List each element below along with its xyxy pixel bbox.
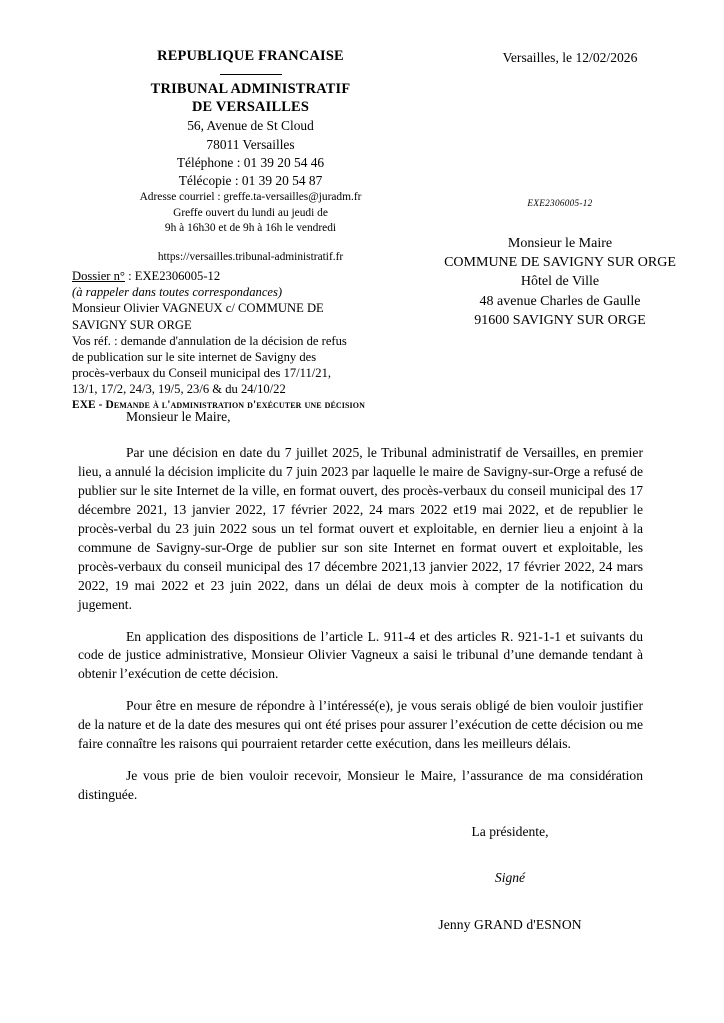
body-paragraph-4: Je vous prie de bien vouloir recevoir, Monsieur le Maire, l’assurance de ma considération distinguée. [78, 768, 643, 803]
body-paragraph-2: En application des dispositions de l’article L. 911-4 et des articles R. 921-1-1 et suivants du code de justice administrative, Monsieur Olivier Vagneux a saisi le tribunal d’une demande tendant à obtenir l’exécution de cette décision. [78, 628, 643, 682]
body-paragraph-1: Par une décision en date du 7 juillet 2025, le Tribunal administratif de Versailles, en premier lieu, a annulé la décision implicite du 7 juin 2023 par laquelle le maire de Savigny-sur-Orge a refusé de publier sur le site Internet de la ville, en format ouvert, des procès-verbaux du conseil municipal des 17 décembre 2021, 13 janvier 2022, 17 février 2022, 24 mars 2022 et19 mai 2022, et de republier le procès-verbal du 23 juin 2022 sous un tel format ouvert et exploitable, en dernier lieu a enjoint à la commune de Savigny-sur-Orge de publier sur son site Internet en format ouvert et exploitable, les procès-verbaux du conseil municipal des 17 décembre 2021,13 janvier 2022, 17 février 2022, 24 mars 2022, 19 mai 2022 et 23 juin 2022, dans un délai de deux mois à compter de la notification du jugement. [78, 444, 643, 612]
tribunal-name-line1: TRIBUNAL ADMINISTRATIF [150, 81, 351, 98]
dossier-number: : EXE2306005-12 [124, 269, 221, 283]
recipient-city: 91600 SAVIGNY SUR ORGE [474, 312, 646, 328]
recipient-title: Monsieur le Maire [507, 235, 613, 251]
letterhead-block [78, 47, 423, 265]
subject-prefix: EXE - [72, 399, 106, 412]
office-hours-line1: Greffe ouvert du lundi au jeudi de [173, 206, 328, 219]
recipient-street: 48 avenue Charles de Gaulle [479, 293, 641, 309]
republique-title: REPUBLIQUE FRANCAISE [157, 48, 344, 64]
tribunal-city: 78011 Versailles [206, 137, 295, 153]
dossier-number-line [72, 268, 472, 284]
subject-text: Demande à l'administration d'exécuter une décision [105, 399, 365, 412]
recipient-organization: COMMUNE DE SAVIGNY SUR ORGE [444, 255, 676, 270]
signatory-name: Jenny GRAND d'ESNON [438, 917, 582, 933]
tribunal-fax: Télécopie : 01 39 20 54 87 [178, 173, 323, 189]
tribunal-street: 56, Avenue de St Cloud [187, 118, 314, 134]
dossier-label: Dossier n° [72, 269, 125, 283]
dossier-refs-line2: de publication sur le site internet de Savigny des [72, 349, 317, 364]
recipient-building: Hôtel de Ville [520, 274, 600, 290]
case-reference-code: EXE2306005-12 [527, 198, 593, 208]
dossier-refs-line4: 13/1, 17/2, 24/3, 19/5, 23/6 & du 24/10/22 [72, 382, 286, 397]
signatory-role: La présidente, [471, 824, 549, 839]
salutation: Monsieur le Maire, [126, 409, 231, 424]
dossier-refs-line3: procès-verbaux du Conseil municipal des 17/11/21, [72, 366, 332, 381]
case-reference-block [72, 268, 472, 413]
letterhead-divider [220, 74, 282, 75]
tribunal-name-line2: DE VERSAILLES [191, 99, 310, 116]
tribunal-website: https://versailles.tribunal-administratif.fr [157, 250, 344, 263]
dossier-parties-line2: SAVIGNY SUR ORGE [72, 317, 192, 332]
signed-marker: Signé [494, 869, 526, 885]
dossier-parties-line1: Monsieur Olivier VAGNEUX c/ COMMUNE DE [72, 301, 324, 316]
tribunal-phone: Téléphone : 01 39 20 54 46 [176, 155, 325, 171]
body-paragraph-3: Pour être en mesure de répondre à l’intéressé(e), je vous serais obligé de bien vouloir justifier de la nature et de la date des mesures qui ont été prises pour assurer l’exécution de cette décision ou me faire connaître les raisons qui pourraient retarder cette exécution, dans les meilleurs délais. [78, 698, 643, 752]
dossier-reminder: (à rappeler dans toutes correspondances) [72, 285, 283, 300]
place-and-date: Versailles, le 12/02/2026 [502, 50, 638, 65]
letter-body [78, 408, 643, 805]
dossier-refs-line1: Vos réf. : demande d'annulation de la décision de refus [72, 333, 347, 348]
tribunal-email: Adresse courriel : greffe.ta-versailles@juradm.fr [139, 191, 362, 204]
office-hours-line2: 9h à 16h30 et de 9h à 16h le vendredi [164, 222, 337, 235]
signature-block [360, 823, 660, 934]
